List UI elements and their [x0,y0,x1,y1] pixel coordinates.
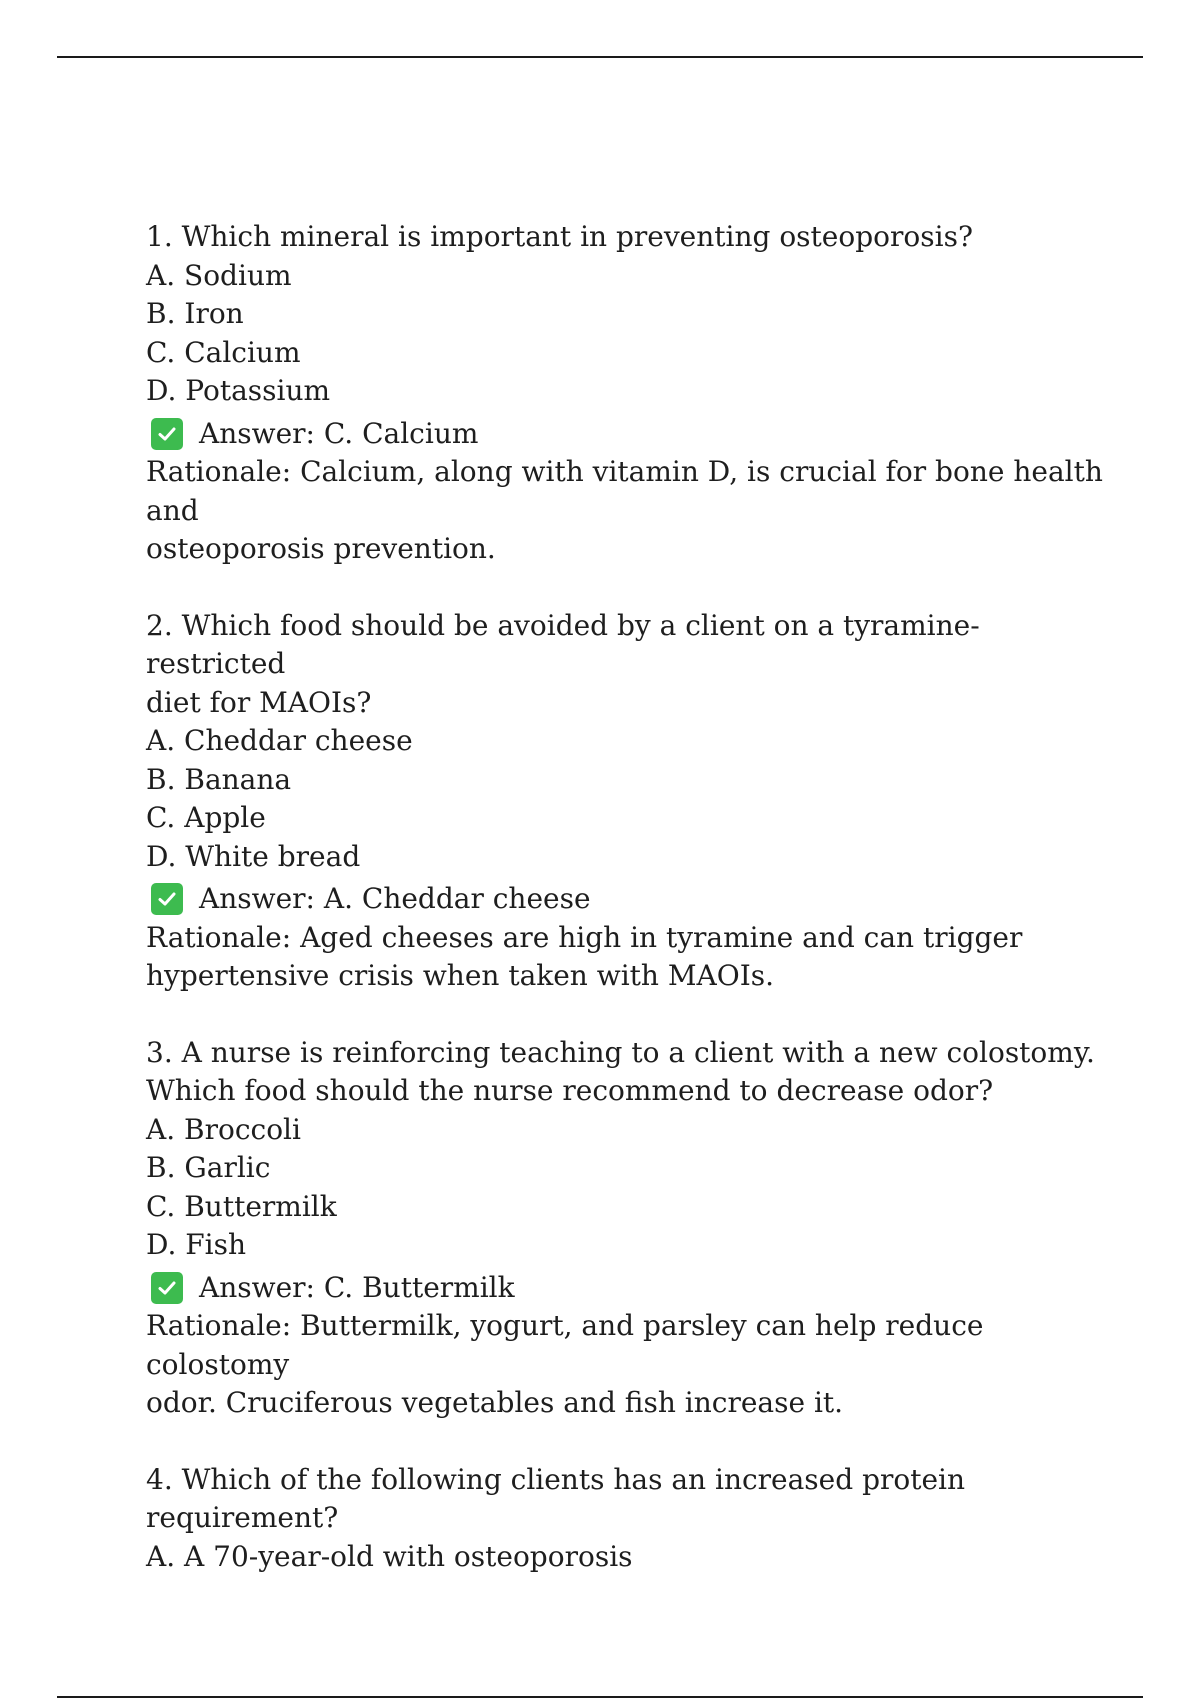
rationale-text: Rationale: Calcium, along with vitamin D, is crucial for bone health and [146,455,1112,527]
rationale-text: Rationale: Aged cheeses are high in tyramine and can trigger [146,920,1023,954]
option-c: C. Apple [146,801,266,834]
answer-text: Answer: A. Cheddar cheese [199,882,591,915]
question-stem: Which food should the nurse recommend to decrease odor? [146,1074,994,1107]
question-3 [146,1034,1106,1423]
check-mark-icon [151,883,183,915]
option-c: C. Calcium [146,335,301,369]
question-stem: diet for MAOIs? [146,685,372,719]
answer-text: Answer: C. Buttermilk [199,1270,515,1304]
option-c: C. Buttermilk [146,1189,337,1223]
question-stem: 1. Which mineral is important in preventing osteoporosis? [146,220,973,253]
question-stem: 3. A nurse is reinforcing teaching to a client with a new colostomy. [146,1035,1095,1069]
question-stem: 4. Which of the following clients has an increased protein requirement? [146,1462,974,1534]
question-stem: 2. Which food should be avoided by a client on a tyramine-restricted [146,608,980,680]
quiz-content [146,218,1112,1614]
option-a: A. Broccoli [146,1112,301,1146]
option-d: D. Fish [146,1228,247,1261]
top-rule [57,56,1143,58]
option-b: B. Banana [146,762,292,796]
option-a: A. Cheddar cheese [146,724,413,757]
rationale-text: osteoporosis prevention. [146,532,496,565]
rationale-text: odor. Cruciferous vegetables and fish increase it. [146,1386,844,1419]
answer-line [146,880,1106,919]
question-1 [146,218,1112,569]
option-a: A. A 70-year-old with osteoporosis [146,1539,633,1573]
rationale-text: Rationale: Buttermilk, yogurt, and parsley can help reduce colostomy [146,1309,993,1381]
check-mark-icon [151,1272,183,1304]
option-d: D. White bread [146,839,361,873]
answer-text: Answer: C. Calcium [199,416,479,450]
option-a: A. Sodium [146,258,292,292]
option-b: B. Iron [146,297,244,330]
check-mark-icon [151,418,183,450]
rationale-text: hypertensive crisis when taken with MAOIs. [146,959,775,992]
bottom-rule [57,1696,1143,1698]
answer-line [146,1269,1106,1308]
question-2 [146,607,1106,996]
question-4 [146,1461,1106,1577]
answer-line [146,415,1106,454]
option-b: B. Garlic [146,1151,271,1184]
option-d: D. Potassium [146,374,331,407]
